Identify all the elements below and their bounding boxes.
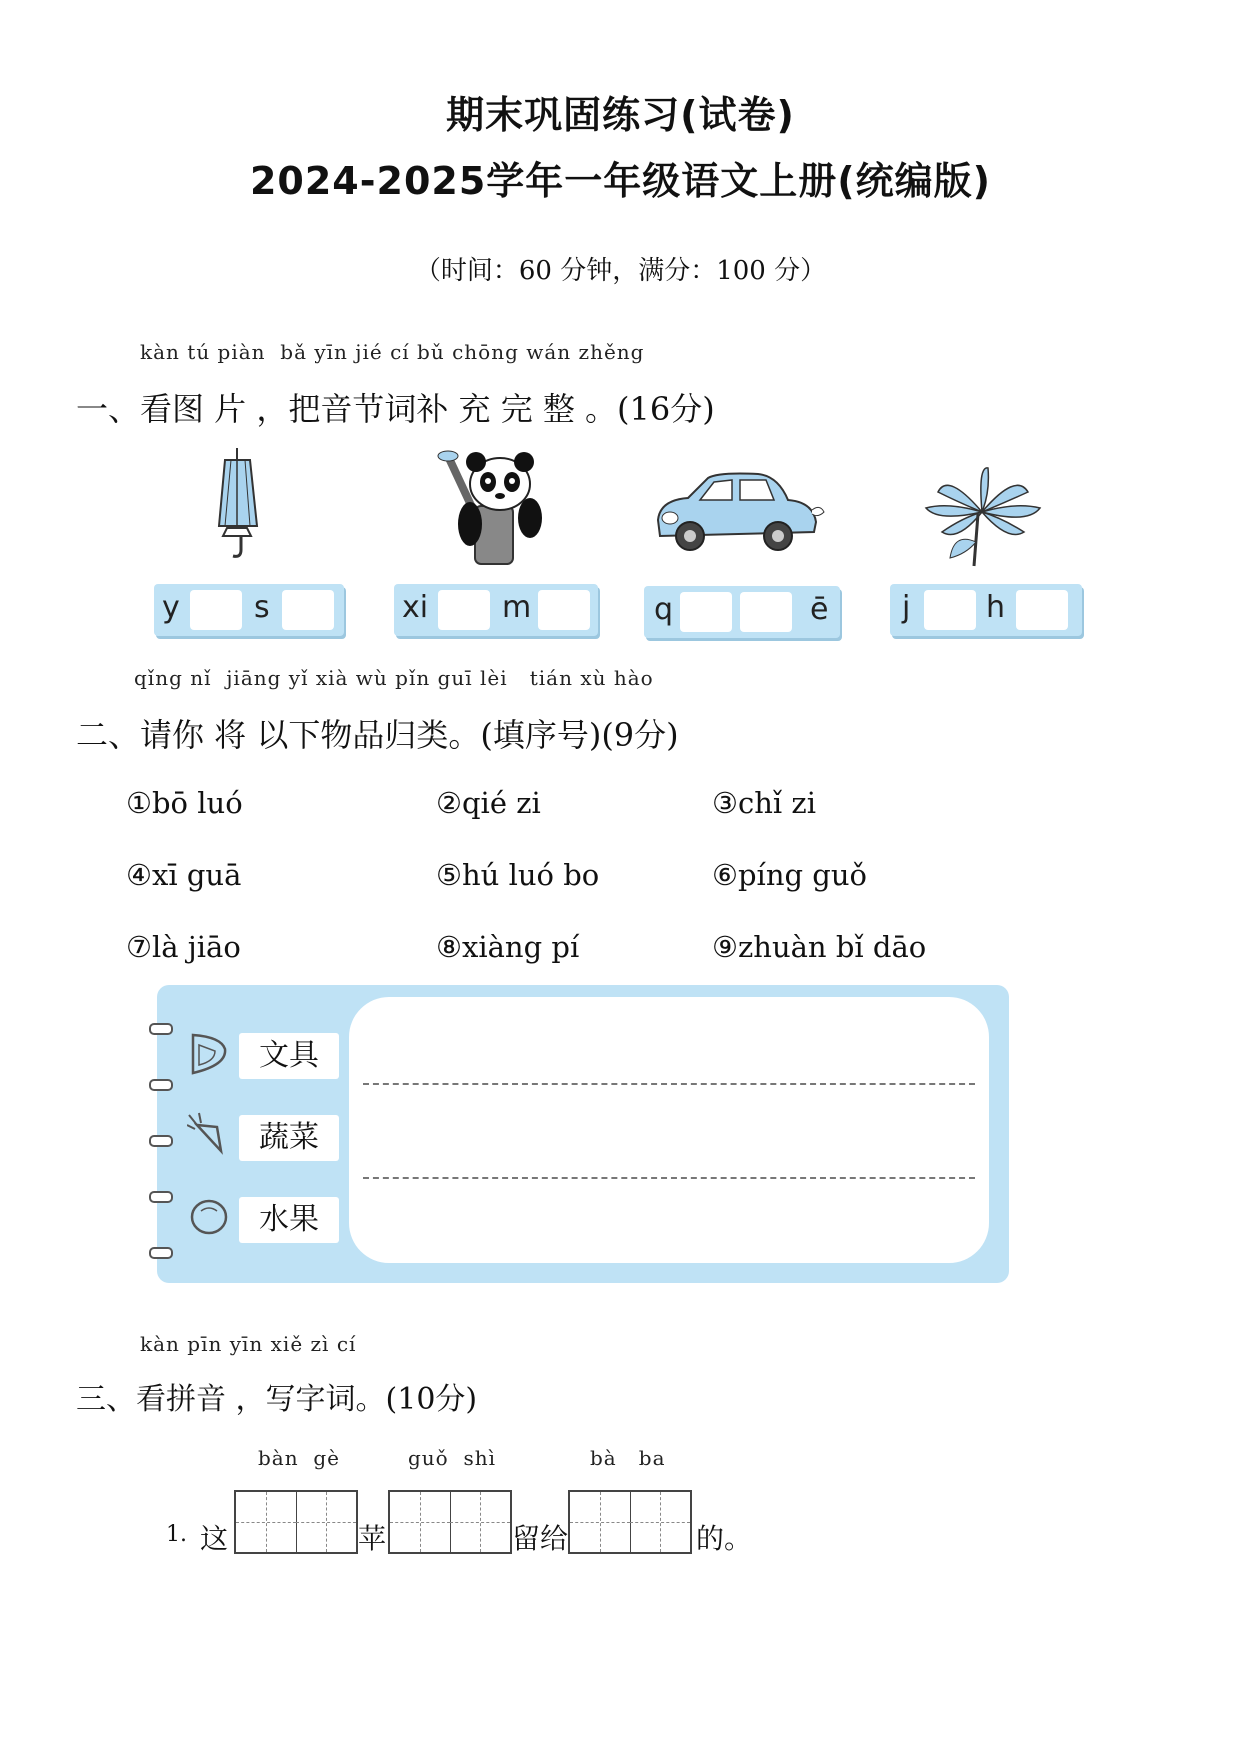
pinyin-letter: q (654, 592, 674, 627)
pinyin-letter: m (502, 590, 532, 625)
sentence-text: 留给 (512, 1522, 569, 1555)
q1-answer-box-3 (644, 586, 840, 638)
q2-heading: 二、请你 将 以下物品归类。(填序号)(9分) (76, 716, 679, 754)
writing-grid[interactable] (568, 1490, 692, 1554)
umbrella-icon (205, 446, 285, 566)
sentence-text: 这 (200, 1522, 229, 1555)
binder-ring (149, 1191, 173, 1203)
pinyin-blank[interactable] (924, 590, 976, 630)
paper-title: 期末巩固练习(试卷) (446, 93, 795, 137)
q3-heading: 三、看拼音 ，写字词。(10分) (76, 1382, 478, 1417)
writing-grid[interactable] (234, 1490, 358, 1554)
q3-pinyin: kàn pīn yīn xiě zì cí (140, 1332, 357, 1356)
category-vegetables: 蔬菜 (239, 1115, 339, 1161)
carrot-icon (187, 1111, 231, 1157)
pinyin-blank[interactable] (1016, 590, 1068, 630)
pinyin-blank[interactable] (438, 590, 490, 630)
binder-ring (149, 1023, 173, 1035)
sentence-text: 的。 (696, 1522, 753, 1555)
answer-line (363, 1083, 975, 1085)
binder-ring (149, 1079, 173, 1091)
car-icon (648, 470, 828, 565)
pinyin-letter: j (902, 590, 911, 625)
q2-item: ③chǐ zi (712, 786, 816, 820)
writing-grid[interactable] (388, 1490, 512, 1554)
q2-item: ④xī guā (126, 858, 242, 892)
pinyin-blank[interactable] (680, 592, 732, 632)
q2-pinyin: qǐng nǐ jiāng yǐ xià wù pǐn guī lèi tián xù hào (134, 666, 654, 690)
classification-panel (157, 985, 1009, 1283)
word-pinyin: bà ba (590, 1446, 666, 1470)
sentence-text: 苹 (358, 1522, 387, 1555)
category-fruits: 水果 (239, 1197, 339, 1243)
time-note: （时间：60 分钟，满分：100 分） (414, 256, 827, 286)
pinyin-letter: xi (402, 590, 429, 625)
pinyin-letter: s (254, 590, 270, 625)
category-stationery: 文具 (239, 1033, 339, 1079)
classification-answer-area[interactable] (349, 997, 989, 1263)
pinyin-blank[interactable] (190, 590, 242, 630)
q2-item: ⑨zhuàn bǐ dāo (712, 930, 927, 964)
q2-item: ⑧xiàng pí (436, 930, 580, 964)
ruler-icon (187, 1031, 231, 1077)
q2-item: ⑦là jiāo (126, 930, 241, 964)
word-pinyin: guǒ shì (408, 1446, 496, 1470)
q1-answer-box-2 (394, 584, 598, 636)
q1-answer-box-4 (890, 584, 1082, 636)
word-pinyin: bàn gè (258, 1446, 340, 1470)
panda-icon (430, 446, 550, 566)
q1-heading: 一、看图 片 ，把音节词补 充 完 整 。(16分) (76, 390, 715, 428)
q1-pinyin: kàn tú piàn bǎ yīn jié cí bǔ chōng wán zhěng (140, 340, 645, 364)
q2-item: ⑤hú luó bo (436, 858, 600, 892)
pinyin-letter: y (162, 590, 180, 625)
pinyin-letter: ē (810, 592, 829, 627)
q1-answer-box-1 (154, 584, 344, 636)
q2-item: ②qié zi (436, 786, 541, 820)
binder-ring (149, 1247, 173, 1259)
binder-ring (149, 1135, 173, 1147)
paper-subtitle: 2024-2025学年一年级语文上册(统编版) (249, 159, 992, 203)
chrysanthemum-icon (918, 462, 1048, 572)
pinyin-letter: h (986, 590, 1006, 625)
pinyin-blank[interactable] (740, 592, 792, 632)
answer-line (363, 1177, 975, 1179)
item-number: 1. (166, 1522, 187, 1547)
q2-item: ①bō luó (126, 786, 243, 820)
lemon-icon (187, 1193, 231, 1239)
q2-item: ⑥píng guǒ (712, 858, 867, 892)
pinyin-blank[interactable] (538, 590, 590, 630)
pinyin-blank[interactable] (282, 590, 334, 630)
